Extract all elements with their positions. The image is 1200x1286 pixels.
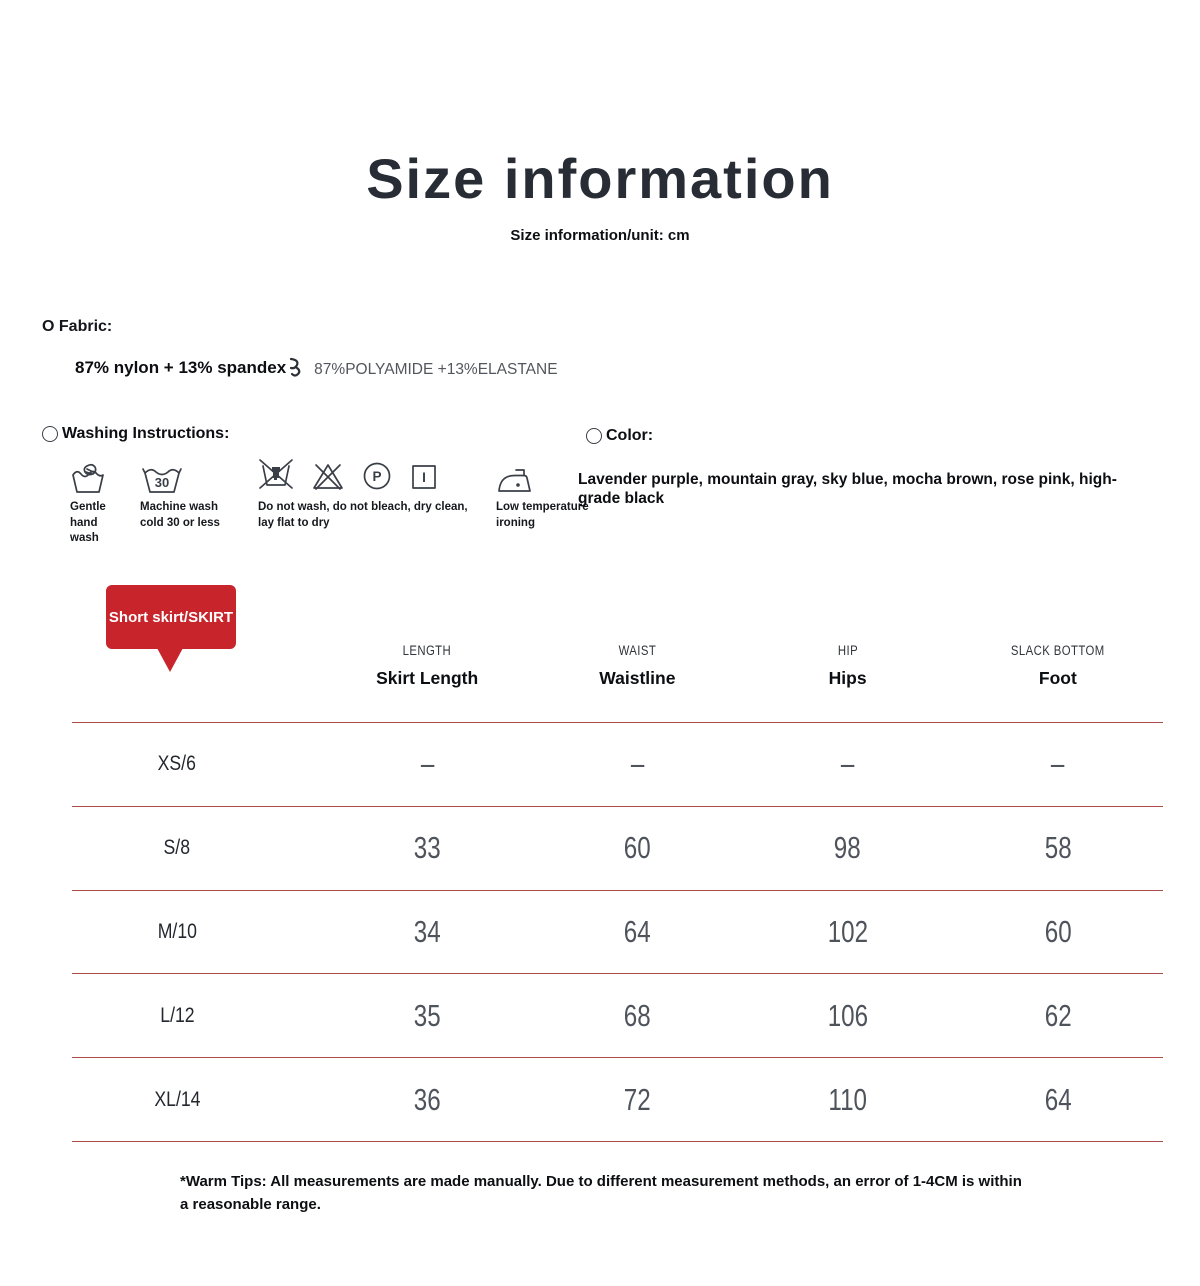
value-cell: 98 <box>834 830 862 866</box>
iron-low-icon <box>496 460 534 496</box>
squiggle-glyph-icon <box>288 357 302 382</box>
table-row <box>72 891 1163 975</box>
table-row <box>72 807 1163 891</box>
category-badge <box>106 585 236 649</box>
fabric-composition-primary: 87% nylon + 13% spandex <box>75 357 287 377</box>
value-cell: – <box>420 746 434 782</box>
value-cell: 33 <box>413 830 441 866</box>
washing-icons-row <box>70 460 614 547</box>
column-header-length <box>322 643 532 689</box>
circle-bullet-icon <box>42 426 58 442</box>
value-cell: 62 <box>1044 997 1072 1033</box>
value-cell: – <box>630 746 645 782</box>
page-subtitle: Size information/unit: cm <box>510 227 690 244</box>
value-cell: 102 <box>827 913 868 949</box>
machine-wash-30-icon <box>140 460 184 496</box>
column-header-waist <box>532 643 742 689</box>
size-table-header <box>72 643 1163 689</box>
circle-bullet-icon <box>586 428 602 444</box>
drip-dry-icon <box>410 463 438 496</box>
washing-heading-label: Washing Instructions: <box>62 425 230 442</box>
warm-tips: *Warm Tips: All measurements are made manually. Due to different measurement methods, an error of 1-4CM is within a reasonable range. <box>180 1173 1022 1214</box>
value-cell: 64 <box>623 913 651 949</box>
color-list: Lavender purple, mountain gray, sky blue, mocha brown, rose pink, high-grade black <box>578 471 1117 508</box>
fabric-heading: O Fabric: <box>42 318 113 335</box>
size-cell: XL/14 <box>153 1087 201 1111</box>
value-cell: – <box>840 746 855 782</box>
value-cell: 72 <box>623 1081 651 1117</box>
do-not-wash-icon <box>258 457 294 496</box>
size-cell: S/8 <box>163 836 191 860</box>
table-row <box>72 1058 1163 1142</box>
drip-dry-label: I <box>422 470 426 485</box>
column-header-slack-bottom <box>953 643 1163 689</box>
hand-wash-group <box>70 460 128 547</box>
machine-temp-label: 30 <box>154 475 170 490</box>
washing-heading <box>42 425 229 443</box>
page-title: Size information <box>366 147 834 210</box>
column-title: Hips <box>828 668 867 688</box>
size-cell: M/10 <box>157 919 197 943</box>
value-cell: 60 <box>623 830 651 866</box>
size-table-body <box>72 722 1163 1142</box>
color-heading <box>586 427 653 445</box>
value-cell: 68 <box>623 997 651 1033</box>
fabric-composition-secondary: 87%POLYAMIDE +13%ELASTANE <box>314 360 558 378</box>
column-subtitle: SLACK BOTTOM <box>1011 643 1105 658</box>
column-header-hip <box>743 643 953 689</box>
hand-wash-icon <box>70 460 106 496</box>
column-title: Waistline <box>599 668 676 688</box>
dry-clean-icon <box>362 461 392 496</box>
value-cell: 58 <box>1044 830 1072 866</box>
iron-caption: Low temperature ironing <box>496 501 589 529</box>
value-cell: 36 <box>413 1081 441 1117</box>
column-title: Skirt Length <box>376 668 479 688</box>
table-row <box>72 974 1163 1058</box>
value-cell: 60 <box>1044 913 1072 949</box>
care-symbols-caption: Do not wash, do not bleach, dry clean, lay flat to dry <box>258 501 468 529</box>
care-symbols-group <box>258 460 474 531</box>
value-cell: 64 <box>1044 1081 1072 1117</box>
value-cell: 110 <box>828 1081 867 1117</box>
column-subtitle: LENGTH <box>402 643 452 658</box>
table-row <box>72 723 1163 807</box>
value-cell: 34 <box>413 913 441 949</box>
header-spacer <box>72 643 322 689</box>
machine-wash-caption: Machine wash cold 30 or less <box>140 501 220 529</box>
do-not-bleach-icon <box>312 461 344 496</box>
fabric-composition <box>75 353 558 382</box>
dry-clean-label: P <box>372 469 382 484</box>
value-cell: – <box>1051 746 1065 782</box>
size-cell: XS/6 <box>157 752 197 776</box>
value-cell: 106 <box>827 997 868 1033</box>
machine-wash-group <box>140 460 244 531</box>
column-subtitle: HIP <box>837 643 858 658</box>
size-cell: L/12 <box>159 1003 195 1027</box>
column-title: Foot <box>1038 668 1077 688</box>
category-badge-label: Short skirt/SKIRT <box>108 608 234 626</box>
column-subtitle: WAIST <box>618 643 657 658</box>
color-heading-label: Color: <box>606 427 654 444</box>
value-cell: 35 <box>413 997 441 1033</box>
hand-wash-caption: Gentle hand wash <box>70 501 106 545</box>
